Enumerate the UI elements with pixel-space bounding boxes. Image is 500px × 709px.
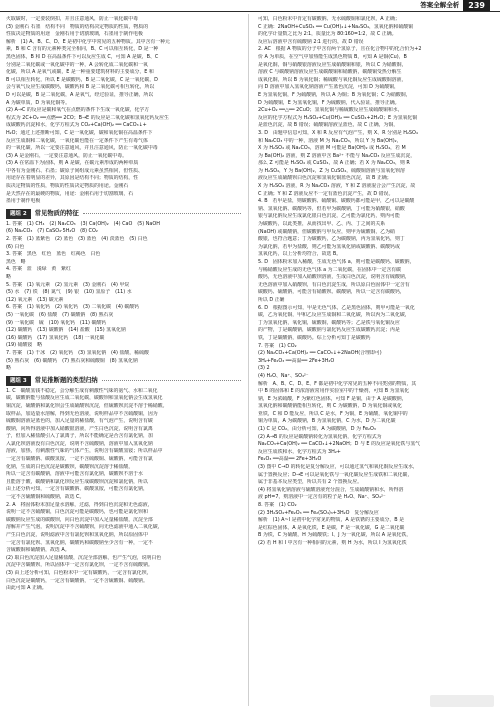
text-line: 可知，白色粉末中肯定有碳酸钠、无水硫酸铜和氯化钡，A 正确； (258, 16, 400, 22)
text-line: 6. D 根据图示可知，甲是无色气体，乙是黑色固体，则甲可能是一氧化 (258, 304, 415, 311)
text-line: (4) H₂O、Na⁺、SO₄²⁻ (258, 372, 309, 379)
text-line: 化碳，所以 A 是氧气或碳，E 是一种重要建筑材料的主要成分，E 和 (6, 69, 154, 76)
page-header (0, 0, 500, 12)
text-line: 1. 答案 (1) CH₄ (2) Na₂CO₃ (3) Ca(OH)₂ (4) CaO (5) NaOH (6, 220, 160, 227)
text-line: 是蓝色沉淀，故 B 错误；硫酸铜溶液呈蓝色，故 C 正确，为铜， (258, 122, 399, 129)
text-line: 的化学计量数之比为 2∶1，质量比为 80∶160=1∶2，故 C 正确。 (258, 31, 397, 38)
text-line: 含硫酸铜和硫酸钠，故选 A。 (6, 547, 70, 554)
text-line: 4. B 若甲是盐，则碳酸钠、硫酸铜、碳酸钙都可能是甲，乙可以是碳酸 (258, 198, 415, 205)
text-line: 黑色固体，B 和 D 在高温条件下可以反应生成 C，可知 A 是碳，B、C (6, 53, 159, 60)
text-line: (3) 金刚石 石墨 结构不同 物质的结构决定物质的性质，物质的 (6, 23, 149, 30)
text-line: 成氧化铜，所以 B 为氧化铜；稀硫酸与氧化铜反应生成硫酸铜溶液， (258, 76, 407, 83)
text-line: 属于置换反应；D→E 可以是氧化铁与一氧化碳反应生成铁和二氧化碳， (258, 471, 413, 478)
text-line: 6. 答案 (1) 氧化钙 (2) 氧化钙 (3) 二氧化碳 (4) 碳酸钙 (6, 304, 140, 311)
text-line: 质决定物质的性质，物质的性质决定物质的用途。金刚石 (6, 183, 129, 190)
left-column (6, 16, 241, 706)
text-line: 是红棕色固体，A 是氧化铁，E 是碳，F 是一氧化碳，G 是二氧化碳 (258, 524, 405, 531)
text-line: 反应的化学方程式为 H₂SO₄+Cu(OH)₂ ══ CuSO₄+2H₂O；E 为氢氧化铜 (258, 114, 418, 121)
text-line: 价 A 为单质，在空气中加热能生成黑色物质 B，可知 A 是铜(Cu)，B (258, 53, 407, 60)
text-line: 子，但加入稀盐酸引入了氯离子，所以不能确定是否含有氯化钠，加 (6, 433, 153, 440)
text-line: 中 B 的固体和 E 的浓溶液常用作实验室中的干燥剂，可知 B 为氢氧化 (258, 388, 410, 395)
text-line: 性质决定物质的用途 金刚石用于切割玻璃，石墨用于制作电极 (6, 31, 143, 38)
text-line: (2) 取白色沉淀加入足量稀盐酸，沉淀全部溶解，也产生气泡，说明白色 (6, 554, 162, 561)
text-line: 的一氧化碳，所以一定要注意通风，并且注意通风，防止一氧化碳中毒 (6, 145, 158, 152)
text-line: (3) 2 (258, 365, 270, 372)
text-line: Fe₂O₃ ══高温══ 2Fe+3H₂O (258, 456, 322, 463)
text-line: 4. 答案 蓝 浅绿 黄 紫红 (6, 266, 71, 273)
text-line: X 为 H₂SO₄ 溶液，R 为 Na₂CO₃ 溶液，Y 和 Z 溶液混合会产生沉淀，故 (258, 183, 416, 190)
text-line: (1) C 是 CO₂，由分析可知，A 为碳酸钠，D 为 Fe₂O₃ (258, 426, 376, 433)
column-divider (248, 14, 249, 706)
text-line: B 为铁，C 为硫酸，H 为硫酸铁；I、J 为一氧化碳，所以 A 是氧化铁， (258, 532, 412, 539)
text-line: 由上述分析可知，一定含有碳酸钠、碳酸氢铵，可能含有氯化钠， (6, 486, 148, 493)
text-line: (6) 白色 (6, 243, 25, 250)
text-line: 为氯化钠，若甲为盐酸，则乙可能为氢氧化钠或碳酸钠、碳酸钙或 (258, 243, 400, 250)
text-line: 一定不含硫酸铜和硫酸钠，故选 C。 (6, 494, 85, 501)
text-line: 1. C 碳酸氢钱不稳定，会分解生成有刺激性气味的氨气、水和二氧化 (6, 387, 158, 394)
text-line: 5. 答案 (1) 氧元素 (2) 氢元素 (3) 金刚石 (4) 甲烷 (6, 281, 130, 288)
text-line: 略 (6, 365, 11, 372)
text-line: 用途存在着明显的差异，其原因是结构不同；物质的结构，性 (6, 175, 139, 182)
text-line: 氢氧化钠和碳酸钠能相互转化，则 C 为碳酸钠，D 为氧化铜或氧化 (258, 403, 402, 410)
text-line: 铜为单质，A 为碳酸钠，B 为氢氧化钠，C 为水，D 为二氧化碳 (258, 418, 396, 425)
text-line: 所以一定含有碳酸钠，溶液中可能含有氯化钠，碳酸钡不溶于水 (6, 471, 143, 478)
text-line: 解析 A、B、C、D、E、F 都是初中化学常见的五种不同类别的物质，其 (258, 380, 417, 387)
text-line: 2. AC 根据 A 物质的分子中含有两个氢原子，且在化合物中的化合价为+2 (258, 46, 422, 53)
text-line: 化钠，生成的白色沉淀是碳酸钡，碳酸钡沉淀溶于稀盐酸， (6, 463, 134, 470)
text-line: (5) 水 (7) 铁 (8) 氮气 (9) 银 (10) 氢原子 (11) 水 (6, 289, 132, 296)
text-line: 钠，E 为浓硫酸，F 为紫红色固体，可知 F 是铜，由于 A 是碳酸钠， (258, 395, 407, 402)
text-line: 取样品，加适量水溶解，得到无色溶液，说明样品中不含硫酸铜，因为 (6, 410, 158, 417)
text-line: (6) Na₂CO₃ (7) CaSO₄·5H₂O (8) CO₂ (6, 228, 98, 235)
text-line: 一定含有碳酸钠、碳酸氢铵，一定不含硫酸铜、硫酸钠，可能含有氯 (6, 456, 153, 463)
text-line: 沉淀中含碳酸钡，所以固体中一定含有氯化钡，一定不含有硫酸钠。 (6, 562, 153, 569)
text-line: 墨用于制作电极 (6, 198, 41, 205)
text-line: (3) 图中 C→D 的转化是复分解反应，可以通过氢气和氧化铜反应生成水， (258, 464, 418, 471)
text-line: 溶解并产生气泡，说明沉淀中不含硫酸钡，向无色滤液中通入二氧化碳， (6, 524, 163, 531)
text-line: (5) 熟石灰 (6) 碳酸钙 (7) 熟石灰和硫酸铜 (8) 氢氧化钠 (6, 357, 138, 364)
text-line: 反应后溶液中含有硫酸钠 2∶1 进行的，故 D 错误 (258, 38, 364, 45)
text-line: 银与氯化钠反应生成氯化银白色沉淀，乙可能为氯化钙，则丙可能 (258, 213, 400, 220)
text-line: C 正确；Y 和 Z 溶液反应不一定有蓝色沉淀产生，故 D 错误。 (258, 190, 394, 197)
text-line: (3) 由上述分析可知，白色粉末中一定有碳酸钙，一定含有氯化钡， (6, 569, 152, 576)
text-line: 产生白色沉淀，说明滤液中含有氯化钡和氢氧化钠，所以原固体中 (6, 532, 148, 538)
section-tag: 题组 3 (6, 376, 31, 386)
text-line: 8. 答案 (1) CO₂ (258, 502, 297, 508)
text-line: 属于非基本反应类型，所以共有 2 个置换反应。 (258, 479, 363, 486)
text-line: 为 H₂SO₄，Y 为 Ba(OH)₂，Z 为 CuSO₄，硫酸铜溶液与氢氧化钡溶 (258, 167, 405, 174)
text-line: (3) A 在常温下为固体，则 A 是碳，在碳元素形成的两种单质 (6, 160, 139, 167)
watermark-stamp (430, 695, 494, 707)
text-line: 向 D 溶液中加入氢氧化钠溶液产生蓝色沉淀，可知 D 为硫酸铜， (258, 84, 399, 91)
text-line: (16) 碳酸钙 (17) 氢氧化钙 (18) 一氧化碳 (6, 334, 105, 341)
text-line: 一定含有氯化钡、氢氧化钠，碳酸钙和碳酸钠至少含有一种，一定不 (6, 539, 153, 546)
right-column (258, 16, 494, 706)
text-line: 硫酸铜溶液是蓝色的，加入足量的稀盐酸，有气泡产生，说明含有碳 (6, 418, 153, 425)
text-line: 分别是二氧化碳或一氧化碳中的一种，A 会转化成二氧化碳和一氧 (6, 61, 148, 68)
text-line: 3. 答案 黑色 红色 蓝色 红褐色 白色 (6, 251, 101, 258)
text-line: 7. 答案 (1) 干冰 (2) 氧化钙 (3) 氢氧化钠 (4) 盐酸，稀硫酸 (6, 349, 149, 356)
text-line: 酸银，也符合题意；丁为碳酸钙，乙为碳酸钠，丙为氢氧化钙，则丁 (258, 236, 405, 243)
text-line: A 为碳单质，D 为氧化铜等。 (6, 99, 71, 106)
text-line: 入氯化钡溶液没有白色沉淀，说明不含硫酸钠，溶液中加入氢氧化钠 (6, 440, 153, 447)
text-line: 7. 答案 (1) CO₂ (258, 342, 297, 349)
text-line: Na₂CO₃+Ca(OH)₂ ══ CaCO₃↓+2NaOH；D 与 E 的反应是氧化铁与氢气 (258, 441, 420, 448)
text-line: (5) 一氧化碳 (6) 盐酸 (7) 碳酸钠 (8) 熟石灰 (6, 311, 114, 318)
text-line: 反应生成铜和二氧化碳，一氧化碳也能在一定条件下产生有毒气体 (6, 137, 148, 144)
text-line: 与稀硝酸反应生成的无色气体 a 为二氧化碳，在固体中一定含有碳 (258, 266, 402, 273)
text-line: (3) A 是金刚石，一定要注意通风，防止一氧化碳中毒。 (6, 152, 127, 159)
text-line: E 为氢氧化铜，F 为硫酸钠，所以 A 为铜；B 为氧化铜；C 为硝酸铜， (258, 91, 411, 98)
text-line: 所以 D 正确 (258, 296, 285, 303)
text-line: D 为硫酸铜，E 为氢氧化铜，F 为硫酸钠，代入验证，推导正确。 (258, 99, 400, 106)
text-line: B 可以相互转化，所以 E 是碳酸钙，B 是二氧化碳，C 是一氧化碳，D (6, 76, 158, 83)
section-rule (83, 213, 241, 214)
text-line: 为碳酸钙，以此类推，从而找出甲、乙、丙、丁之间的关系 (258, 221, 386, 228)
text-line: 解析 (1) A~I 是初中化学常见的物质，A 是铁锈的主要成分，B 是 (258, 517, 405, 524)
text-line: 黑色 略 (6, 258, 26, 265)
text-line: 碳酸钙、硫酸钠，可能含有硝酸钡、碳酸钠，所以一定含有碳酸钙， (258, 289, 405, 296)
text-line: 溶液，加热，有刺激性气味的气体产生，说明含有碳酸氢铵；所以样品中 (6, 448, 163, 455)
text-line: 3H₂+Fe₂O₃ ══高温══ 2Fe+3H₂O (258, 357, 335, 364)
text-line: 2. A 将固体粉末加足量水溶解，过滤，得到白色沉淀和无色滤液， (6, 501, 153, 508)
section-rule (102, 380, 241, 381)
text-line: (19) 硝酸铵 略 (6, 342, 43, 349)
section-tag: 题组 2 (6, 209, 31, 219)
text-line: 白色沉淀是碳酸钙，一定含有碳酸钠，一定不含硫酸铜、硫酸钠。 (6, 577, 148, 584)
text-line: 和 Na₂CO₃ 中的一种，溶液 M 为 Na₂CO₃，所以 Y 为 Ba(OH)₂， (258, 137, 402, 144)
text-line: 反应生成铁和水，化学方程式为 3H₂+ (258, 448, 341, 455)
text-line: 铜沉淀，硫酸钠和氯化钡会生成硫酸钡沉淀，但硫酸钡沉淀不溶于稀硝酸。 (6, 402, 168, 409)
text-line: (2) 若 H 和 I 中含有一种相同的元素，则 H 为水，所以 I 为氢氧化铁 (258, 539, 407, 546)
text-line: (4) 将氢氧化钠溶液与硫酸溶液充分混合，生成硫酸钠和水，所得溶 (258, 486, 404, 493)
right-answers (258, 16, 494, 548)
text-line: (9) 一氧化碳 硫 (10) 氧化钙 (11) 碳酸钙 (6, 319, 107, 326)
header-group (420, 0, 490, 11)
text-line: 的产物，丁是碳酸钠，碳酸钠与氯化钙反应生成碳酸钙沉淀；丙是 (258, 327, 400, 334)
text-line: H₂O；通过上述推断可知，C 是一氧化碳，碳和氧化铜在高温条件下 (6, 129, 153, 136)
text-line: (2) A→C 的反应是碳和氧气在点燃的条件下生成一氧化碳，化学方 (6, 107, 150, 114)
text-line: 为 Ba(OH)₂ 溶液，则 Z 溶液中含 Ba²⁺ 不能与 Na₂CO₃ 反应生成沉淀， (258, 152, 416, 159)
left-answers-part2 (6, 221, 241, 373)
text-line: 溶液 C 与碳酸钠溶液反应生成碳酸铜和硝酸钠，碳酸铜受热分解生 (258, 69, 402, 76)
text-line: 丁为氢氧化钠，氧化铜，硫酸铜，碳酸钙等；乙是铁与氧化铜反应 (258, 319, 400, 326)
text-line: 说明一定不含硫酸铜，白色沉淀可能是碳酸钙，也可能是氯化钡和 (6, 509, 148, 516)
text-line: (12) 氧元素 (13) 碳元素 (6, 296, 64, 303)
section-heading-3 (6, 376, 241, 386)
text-line: 是氧化铜，铜与硝酸银溶液反应生成硝酸铜和银，所以 C 为硝酸铜， (258, 61, 407, 68)
text-line: (2) A→B 的反应是碳酸钠转化为氢氧化钠，化学方程式为 (258, 433, 382, 440)
left-answers-part3 (6, 388, 241, 593)
text-line: 钠、氢氧化钠、碳酸钙等，但若甲为碳酸钠，丁可能为硝酸银，硝酸 (258, 205, 405, 212)
text-line: D 可以是碳，B 是二氧化碳，A 是氧气，经过验证，推导正确，所以 (6, 91, 154, 98)
text-line: 中各有为金刚石、石墨；碳原子间组成元素虽然相同，但性质、 (6, 167, 143, 174)
text-line: 2Cu+O₂ ══△══ 2CuO；氢氧化铜与稀硫酸反应生成硫酸铜和水， (258, 107, 403, 114)
text-line: 酸钠，向所得溶液中加入硝酸银溶液，产生白色沉淀，说明含有氯离 (6, 425, 153, 432)
text-line: (12) 碳酸钙 (13) 碳酸钠 (14) 盐酸 (15) 氢氧化钠 (6, 327, 126, 334)
section-heading-2 (6, 209, 241, 219)
text-line: 碳，乙为氧化铜，甲和乙反应生成铜和二氧化碳，所以丙为二氧化碳， (258, 312, 410, 319)
text-line: (2) 3H₂SO₄+Fe₂O₃ ══ Fe₂(SO₄)₃+3H₂O 复分解反应 (258, 509, 379, 516)
text-line: 是天然存在的最硬的物质，用途：金刚石用于切割玻璃，石 (6, 190, 134, 197)
text-line: 略 (6, 274, 11, 280)
text-line: 那么 Z 可能是 H₂SO₄ 或 CuSO₄，故 A 正确；若 X 为 Na₂CO₃，则 R (258, 160, 410, 167)
text-line: 亚铁，C 和 D 能反应，所以 C 是水，F 为铜，E 为硫酸，氧化铜中的 (258, 410, 408, 417)
text-line: 5. D 固体粉末加入稀酸，生成无色气体 a，则可能是碳酸钙、碳酸钠， (258, 259, 415, 265)
text-line: 铁，丁是碳酸钠，碳酸钙。综上分析可知丁是碳酸钙 (258, 334, 371, 341)
section-title: 常见推断题的类型归纳 (34, 376, 98, 384)
text-line: 且能溶于酸，碳酸钠和氯化钡反应生成碳酸钡沉淀和氯化钠，所以 (6, 478, 148, 485)
text-line: 素，B 和 C 含有的元素种类完全相同，B、C 可以相互转化，D 是一种 (6, 46, 159, 53)
text-line: 3. D 由题中信息可知，X 和 R 反应有气泡产生，则 X、R 分别是 H₂SO₄ (258, 129, 418, 136)
text-line: 液反应生成硫酸钡白色沉淀和氢氧化铜蓝色沉淀，故 B 正确； (258, 175, 392, 182)
text-line: C 正确：2NaOH+CuSO₄ ══ Cu(OH)₂↓+Na₂SO₄，氢氧化钠和硫酸铜 (258, 23, 414, 30)
text-line: 解析 (1) A、B、C、D、E 是初中化学中常见的五种物质。其中含有一种元 (6, 38, 170, 45)
text-line: 酸钙，无色溶液中加入硝酸钡溶液，生成白色沉淀，说明含有硫酸钠， (258, 274, 410, 281)
text-line: 液 pH=7，则溶液中一定含有的粒子是 H₂O、Na⁺、SO₄²⁻ (258, 494, 386, 501)
text-line: 程式为 2C+O₂ ══点燃══ 2CO；B→E 的反应是二氧化碳和氢氧化钙反应生 (6, 114, 169, 121)
text-line: (2) Na₂CO₃+Ca(OH)₂ ══ CaCO₃↓+2NaOH(合理即可) (258, 350, 382, 357)
section-title: 常见物质的特征 (34, 210, 79, 218)
text-line: 成碳酸钙沉淀和水，化学方程式为 CO₂+Ca(OH)₂ ══ CaCO₃↓+ (6, 122, 147, 129)
text-line: 氢氧化钙，以上分析均符合，故选 B。 (258, 251, 342, 258)
page-number: 239 (463, 0, 490, 11)
text-line: 无色溶液中加入硝酸钡，有白色沉淀生成，所以原白色固体中一定含有 (258, 281, 410, 288)
header-rule (0, 11, 500, 12)
text-line: 会与氧气反应生成碳酸钙，碳酸钙和 B 是二氧化碳可相互转化，所以 (6, 84, 155, 91)
text-line: 2. 答案 (1) 蓝紫色 (2) 蓝色 (3) 蓝色 (4) 淡蓝色 (5) 白色 (6, 236, 148, 243)
text-line: 碳，碳酸钠能与盐酸反应生成二氧化碳，碳酸钡和氢氧化钠会生成氢氧化 (6, 395, 163, 402)
text-line: 碳酸钠反应生成的碳酸钡，向白色沉淀中加入足量稀盐酸，沉淀全部 (6, 516, 153, 523)
text-line: (NaOH) 或碳酸钠，但碳酸钠与甲反应，则甲为硫酸铜，乙为硝 (258, 228, 395, 235)
header-title: 答案全解全析 (420, 0, 460, 9)
text-line: X 为 H₂SO₄ 或 Na₂CO₃，溶液 M 可能是 Ba(OH)₂ 或 H₂SO₄，若 M (258, 145, 406, 152)
text-line: 火取碳时，一定要装倒扣，并且注意通风，防止一氧化碳中毒 (6, 16, 139, 22)
text-line: 由此可知 A 正确。 (6, 585, 47, 592)
left-answers-part1 (6, 16, 241, 206)
